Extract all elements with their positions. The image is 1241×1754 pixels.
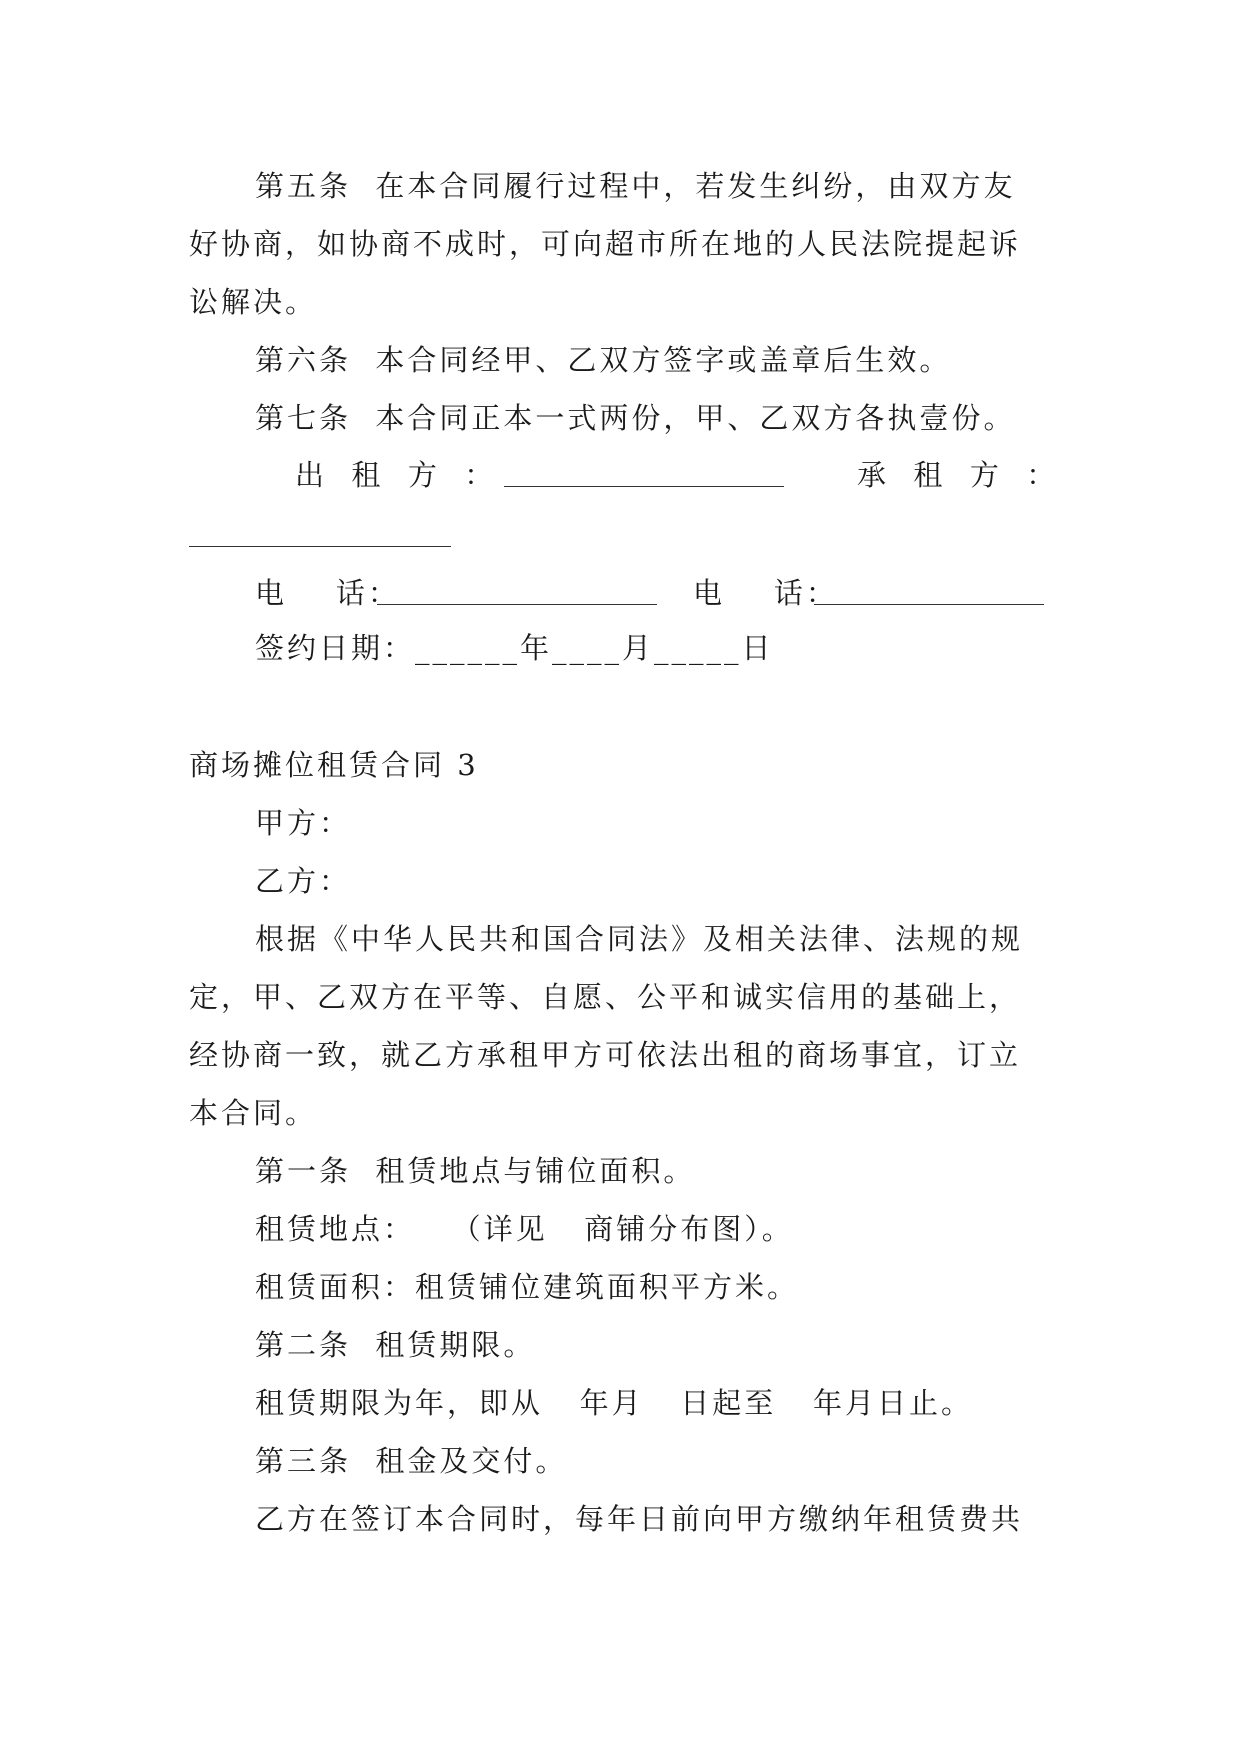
party-b: 乙方： <box>255 864 352 898</box>
intro-line-4: 本合同。 <box>189 1096 318 1130</box>
article-7: 第七条 本合同正本一式两份，甲、乙双方各执壹份。 <box>255 401 1016 435</box>
article-5-line-1: 第五条 在本合同履行过程中，若发生纠纷，由双方友 <box>255 169 1016 203</box>
intro-line-3: 经协商一致，就乙方承租甲方可依法出租的商场事宜，订立 <box>189 1038 1022 1072</box>
lessee-phone-label: 电 话： <box>693 576 838 610</box>
article-6: 第六条 本合同经甲、乙双方签字或盖章后生效。 <box>255 343 952 377</box>
clause-3: 第三条 租金及交付。 <box>255 1444 568 1478</box>
clause-1-area: 租赁面积：租赁铺位建筑面积平方米。 <box>255 1270 800 1304</box>
intro-line-2: 定，甲、乙双方在平等、自愿、公平和诚实信用的基础上， <box>189 980 1022 1014</box>
lessor-label: 出 租 方 ： <box>295 458 497 492</box>
lessor-phone-blank <box>377 580 657 605</box>
clause-3-payment: 乙方在签订本合同时，每年日前向甲方缴纳年租赁费共 <box>255 1502 1024 1536</box>
lessee-label: 承 租 方 ： <box>857 458 1059 492</box>
lessee-blank <box>189 522 451 547</box>
lessor-blank <box>504 462 784 487</box>
contract-3-title: 商场摊位租赁合同 3 <box>189 748 479 782</box>
lessee-phone-blank <box>814 580 1044 605</box>
lessor-phone-label: 电 话： <box>255 576 400 610</box>
clause-1-location: 租赁地点： （详见 商铺分布图）。 <box>255 1212 794 1246</box>
article-5-line-3: 讼解决。 <box>189 285 318 319</box>
clause-2-term: 租赁期限为年，即从 年月 日起至 年月日止。 <box>255 1386 973 1420</box>
clause-1: 第一条 租赁地点与铺位面积。 <box>255 1154 696 1188</box>
intro-line-1: 根据《中华人民共和国合同法》及相关法律、法规的规 <box>255 922 1024 956</box>
article-5-line-2: 好协商，如协商不成时，可向超市所在地的人民法院提起诉 <box>189 227 1022 261</box>
clause-2: 第二条 租赁期限。 <box>255 1328 536 1362</box>
party-a: 甲方： <box>255 806 352 840</box>
sign-date: 签约日期：______年____月_____日 <box>255 631 774 665</box>
